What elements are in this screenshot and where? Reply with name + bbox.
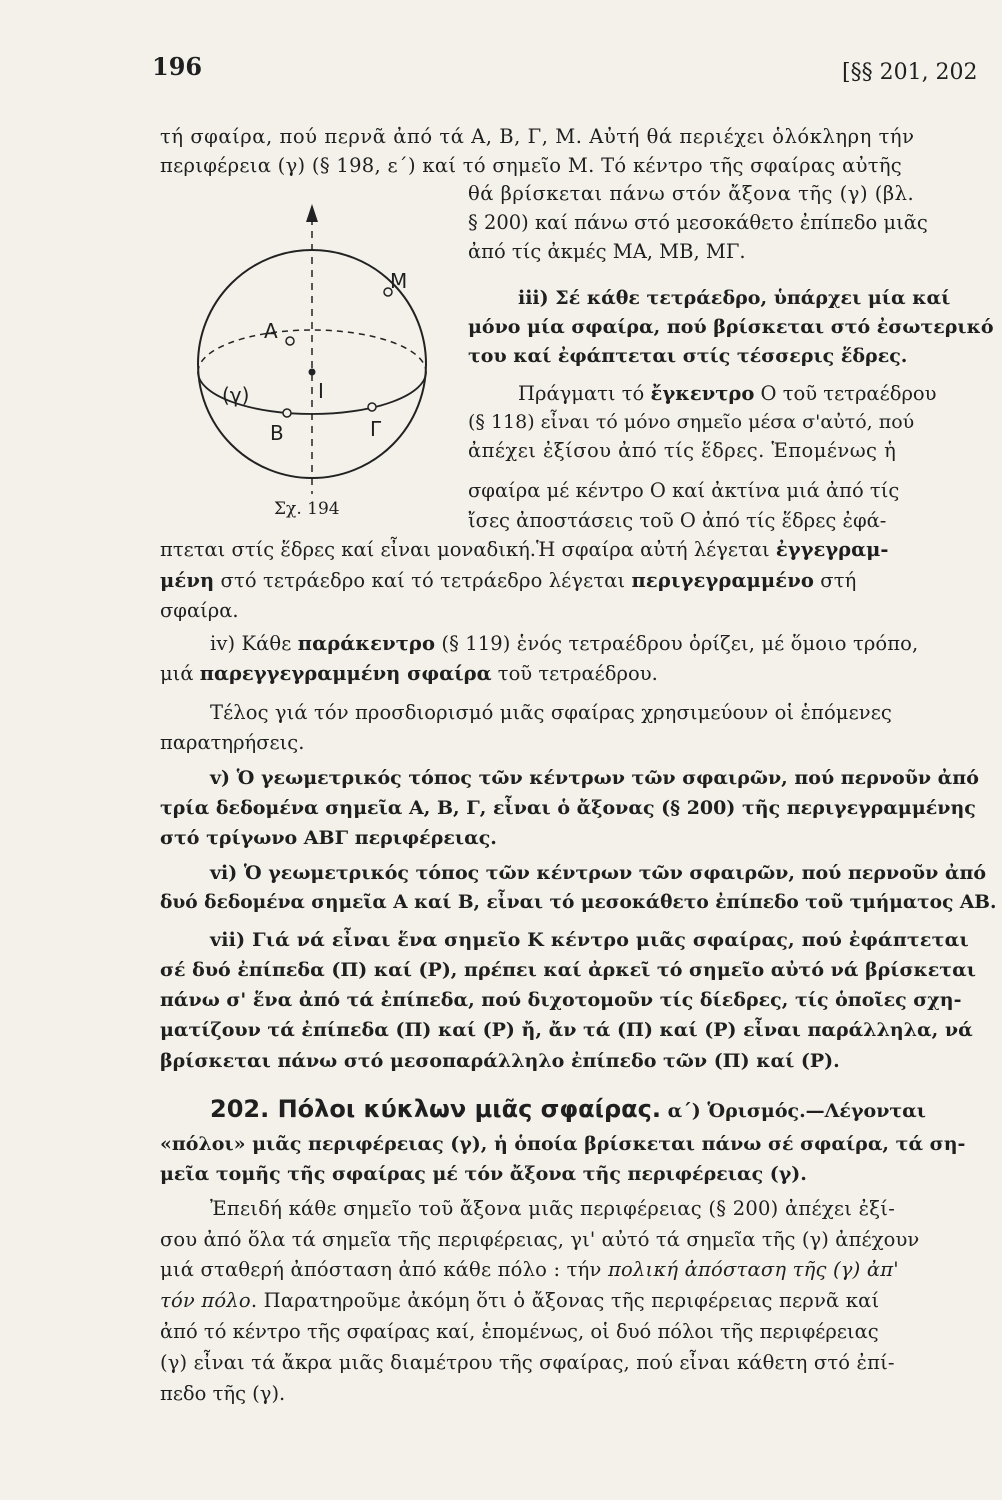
- text-line: σφαίρα.: [160, 599, 239, 622]
- text-line: iii) Σέ κάθε τετράεδρο, ὑπάρχει μία καί: [518, 287, 951, 309]
- section-202-heading-line: [210, 1097, 926, 1121]
- text-line: [160, 571, 856, 591]
- definition-lead: α΄) Ὁρισμός.—Λέγονται: [660, 1100, 926, 1122]
- text-line: του καί ἐφάπτεται στίς τέσσερις ἕδρες.: [468, 345, 908, 367]
- label-gamma-circle: (γ): [222, 383, 250, 407]
- text-span: τοῦ τετραέδρου.: [491, 662, 658, 685]
- text-line: ἀπό τίς ἀκμές ΜΑ, ΜΒ, ΜΓ.: [468, 240, 746, 263]
- point-a: [286, 337, 294, 345]
- page-number: 196: [152, 52, 203, 81]
- term-inscribed: ἐγγεγραμ-: [775, 538, 889, 561]
- text-line: § 200) καί πάνω στό μεσοκάθετο ἐπίπεδο μιᾶς: [468, 211, 928, 234]
- term-excenter: παράκεντρο: [297, 632, 436, 655]
- section-202-heading: 202. Πόλοι κύκλων μιᾶς σφαίρας.: [210, 1095, 661, 1123]
- text-span: . Παρατηροῦμε ἀκόμη ὅτι ὁ ἄξονας τῆς περιφέρειας περνᾶ καί: [250, 1289, 880, 1312]
- text-line: «πόλοι» μιᾶς περιφέρειας (γ), ἡ ὁποία βρίσκεται πάνω σέ σφαίρα, τά ση-: [160, 1133, 966, 1155]
- text-line: παρατηρήσεις.: [160, 731, 305, 754]
- sphere-diagram: [186, 196, 446, 526]
- term-exsphere: παρεγγεγραμμένη σφαίρα: [199, 662, 492, 685]
- text-line: ματίζουν τά ἐπίπεδα (Π) καί (Ρ) ἤ, ἄν τά (Π) καί (Ρ) εἶναι παράλληλα, νά: [160, 1019, 973, 1041]
- text-span: (§ 119) ἑνός τετραέδρου ὁρίζει, μέ ὅμοιο τρόπο,: [435, 632, 919, 655]
- text-line: βρίσκεται πάνω στό μεσοπαράλληλο ἐπίπεδο τῶν (Π) καί (Ρ).: [160, 1050, 840, 1072]
- label-m: M: [390, 269, 408, 293]
- term-polar-distance: πολική ἀπόσταση τῆς (γ) ἀπ': [608, 1258, 899, 1281]
- text-line: σέ δυό ἐπίπεδα (Π) καί (Ρ), πρέπει καί ἀρκεῖ τό σημεῖο αὐτό νά βρίσκεται: [160, 959, 976, 981]
- text-span: iv) Κάθε: [210, 632, 298, 655]
- text-line: [160, 540, 889, 560]
- text-span: μιά: [160, 662, 200, 685]
- figure-194: [186, 196, 446, 526]
- term-inscribed-end: μένη: [160, 569, 215, 592]
- label-gamma-point: Γ: [370, 417, 382, 441]
- text-line: (γ) εἶναι τά ἄκρα μιᾶς διαμέτρου τῆς σφαίρας, πού εἶναι κάθετη στό ἐπί-: [160, 1351, 895, 1374]
- point-b: [283, 409, 291, 417]
- label-i: I: [318, 379, 324, 403]
- text-line: δυό δεδομένα σημεῖα Α καί Β, εἶναι τό μεσοκάθετο ἐπίπεδο τοῦ τμήματος ΑΒ.: [160, 892, 997, 913]
- label-b: B: [270, 421, 284, 445]
- text-line: ἀπό τό κέντρο τῆς σφαίρας καί, ἑπομένως, οἱ δυό πόλοι τῆς περιφέρειας: [160, 1320, 879, 1343]
- text-line: περιφέρεια (γ) (§ 198, ε΄) καί τό σημεῖο Μ. Τό κέντρο τῆς σφαίρας αὐτῆς: [160, 154, 903, 177]
- text-line: πάνω σ' ἕνα ἀπό τά ἐπίπεδα, πού διχοτομοῦν τίς δίεδρες, τίς ὁποῖες σχη-: [160, 989, 962, 1011]
- text-span: Ο τοῦ τετραέδρου: [754, 382, 937, 405]
- term-incenter: ἔγκεντρο: [650, 382, 755, 405]
- text-line: ἴσες ἀποστάσεις τοῦ Ο ἀπό τίς ἕδρες ἐφά-: [468, 509, 887, 532]
- text-line: v) Ὁ γεωμετρικός τόπος τῶν κέντρων τῶν σφαιρῶν, πού περνοῦν ἀπό: [210, 767, 979, 789]
- text-line: [160, 664, 658, 684]
- text-line: [210, 634, 918, 654]
- text-span: πτεται στίς ἕδρες καί εἶναι μοναδική.Ἡ σφαίρα αὐτή λέγεται: [160, 538, 776, 561]
- text-line: στό τρίγωνο ΑΒΓ περιφέρειας.: [160, 827, 497, 849]
- text-line: Ἐπειδή κάθε σημεῖο τοῦ ἄξονα μιᾶς περιφέρειας (§ 200) ἀπέχει ἐξί-: [210, 1197, 896, 1220]
- text-line: σφαίρα μέ κέντρο Ο καί ἀκτίνα μιά ἀπό τίς: [468, 479, 900, 502]
- text-line: τρία δεδομένα σημεῖα Α, Β, Γ, εἶναι ὁ ἄξονας (§ 200) τῆς περιγεγραμμένης: [160, 797, 976, 819]
- section-reference: [§§ 201, 202: [842, 60, 978, 85]
- text-line: μεῖα τομῆς τῆς σφαίρας μέ τόν ἄξονα τῆς περιφέρειας (γ).: [160, 1163, 807, 1185]
- axis-arrowhead: [306, 204, 318, 222]
- text-line: [160, 1260, 899, 1280]
- text-line: [160, 1291, 879, 1311]
- text-line: ἀπέχει ἐξίσου ἀπό τίς ἕδρες. Ἑπομένως ἡ: [468, 439, 897, 462]
- text-line: [518, 384, 937, 404]
- term-circumscribed: περιγεγραμμένο: [631, 569, 814, 592]
- text-span: μιά σταθερή ἀπόσταση ἀπό κάθε πόλο : τήν: [160, 1258, 608, 1281]
- text-span: στό τετράεδρο καί τό τετράεδρο λέγεται: [214, 569, 632, 592]
- text-span: Πράγματι τό: [518, 382, 651, 405]
- label-a: A: [264, 319, 278, 343]
- text-line: πεδο τῆς (γ).: [160, 1382, 286, 1405]
- text-line: θά βρίσκεται πάνω στόν ἄξονα τῆς (γ) (βλ.: [468, 182, 915, 205]
- text-line: σου ἀπό ὅλα τά σημεῖα τῆς περιφέρειας, γι' αὐτό τά σημεῖα τῆς (γ) ἀπέχουν: [160, 1228, 920, 1251]
- text-span: στή: [814, 569, 857, 592]
- text-line: τή σφαίρα, πού περνᾶ ἀπό τά Α, Β, Γ, Μ. Αὐτή θά περιέχει ὁλόκληρη τήν: [160, 125, 915, 148]
- figure-caption: Σχ. 194: [274, 499, 340, 519]
- term-polar-distance-end: τόν πόλο: [160, 1289, 251, 1312]
- point-i: [309, 369, 316, 376]
- text-line: Τέλος γιά τόν προσδιορισμό μιᾶς σφαίρας χρησιμεύουν οἱ ἑπόμενες: [210, 701, 892, 724]
- text-line: vi) Ὁ γεωμετρικός τόπος τῶν κέντρων τῶν σφαιρῶν, πού περνοῦν ἀπό: [210, 862, 987, 884]
- text-line: (§ 118) εἶναι τό μόνο σημεῖο μέσα σ'αὐτό, πού: [468, 411, 915, 433]
- point-gamma: [368, 403, 376, 411]
- text-line: vii) Γιά νά εἶναι ἕνα σημεῖο Κ κέντρο μιᾶς σφαίρας, πού ἐφάπτεται: [210, 929, 969, 951]
- text-line: μόνο μία σφαίρα, πού βρίσκεται στό ἐσωτερικό: [468, 316, 994, 338]
